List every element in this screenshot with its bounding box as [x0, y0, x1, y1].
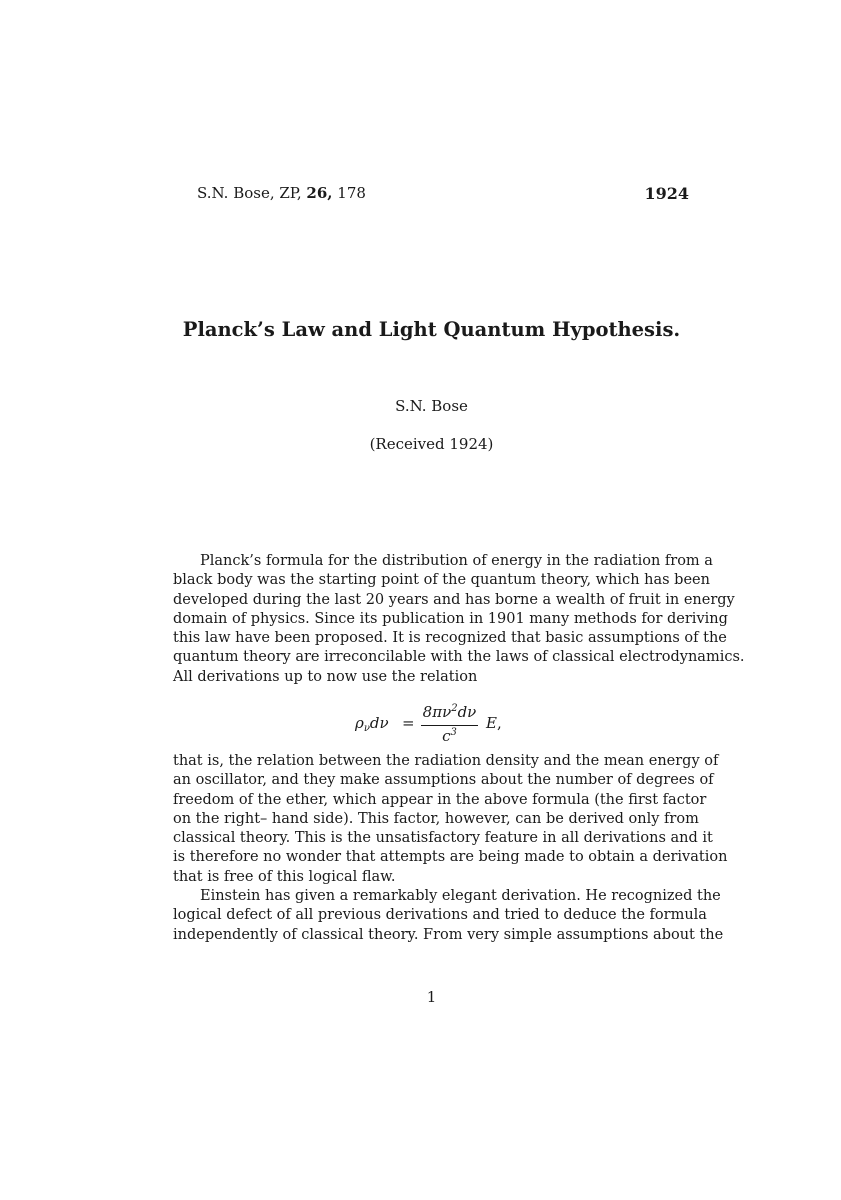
citation-prefix: S.N. Bose, ZP, — [197, 184, 302, 202]
equation-planck-relation — [355, 703, 515, 749]
text-line: classical theory. This is the unsatisfactory feature in all derivations and it — [173, 830, 713, 847]
eq-comma: , — [496, 714, 502, 732]
text-line: logical defect of all previous derivations and tried to deduce the formula — [173, 907, 707, 924]
text-line: an oscillator, and they make assumptions about the number of degrees of — [173, 772, 714, 789]
text-line: is therefore no wonder that attempts are being made to obtain a derivation — [173, 849, 728, 866]
text-line: independently of classical theory. From very simple assumptions about the — [173, 926, 724, 943]
text-line: developed during the last 20 years and has borne a wealth of fruit in energy — [173, 591, 735, 608]
text-line: All derivations up to now use the relation — [173, 668, 478, 685]
eq-num-exponent: 2 — [451, 703, 458, 714]
eq-num-main: 8πν — [422, 703, 452, 721]
text-line: freedom of the ether, which appear in the above formula (the first factor — [173, 791, 707, 808]
paper-title: Planck’s Law and Light Quantum Hypothesis. — [182, 318, 681, 341]
text-line: on the right– hand side). This factor, however, can be derived only from — [173, 810, 699, 827]
eq-den-c: c — [442, 727, 451, 745]
equation-lhs — [355, 714, 389, 734]
paragraph-1 — [173, 552, 745, 687]
paragraph-2 — [173, 752, 728, 945]
citation — [197, 184, 366, 202]
paper-author: S.N. Bose — [395, 397, 468, 415]
eq-lhs-dnu: dν — [369, 714, 389, 732]
eq-rho-subscript: ν — [363, 723, 370, 734]
running-header — [197, 184, 689, 206]
text-line: black body was the starting point of the quantum theory, which has been — [173, 572, 710, 589]
citation-volume: 26, — [306, 184, 333, 202]
fraction-bar — [421, 725, 478, 726]
text-line: quantum theory are irreconcilable with the laws of classical electrodynamics. — [173, 649, 745, 666]
received-date: (Received 1924) — [369, 435, 494, 453]
page-number: 1 — [426, 988, 437, 1006]
header-year: 1924 — [644, 184, 689, 203]
equals-sign: = — [402, 714, 415, 732]
text-line: domain of physics. Since its publication in 1901 many methods for deriving — [173, 610, 728, 627]
eq-rho: ρ — [355, 714, 364, 732]
fraction-numerator — [421, 703, 478, 721]
eq-den-exponent: 3 — [450, 727, 457, 738]
text-line: Planck’s formula for the distribution of energy in the radiation from a — [200, 553, 713, 569]
equation-fraction — [421, 703, 478, 749]
eq-num-dnu: dν — [457, 703, 477, 721]
text-line: Einstein has given a remarkably elegant derivation. He recognized the — [200, 888, 721, 905]
citation-page: 178 — [337, 184, 366, 202]
eq-energy: E — [486, 714, 497, 732]
text-line: that is, the relation between the radiation density and the mean energy of — [173, 753, 719, 769]
fraction-denominator — [421, 727, 478, 745]
text-line: this law have been proposed. It is recognized that basic assumptions of the — [173, 630, 727, 647]
equation-rhs — [486, 714, 502, 732]
text-line: that is free of this logical flaw. — [173, 868, 396, 885]
